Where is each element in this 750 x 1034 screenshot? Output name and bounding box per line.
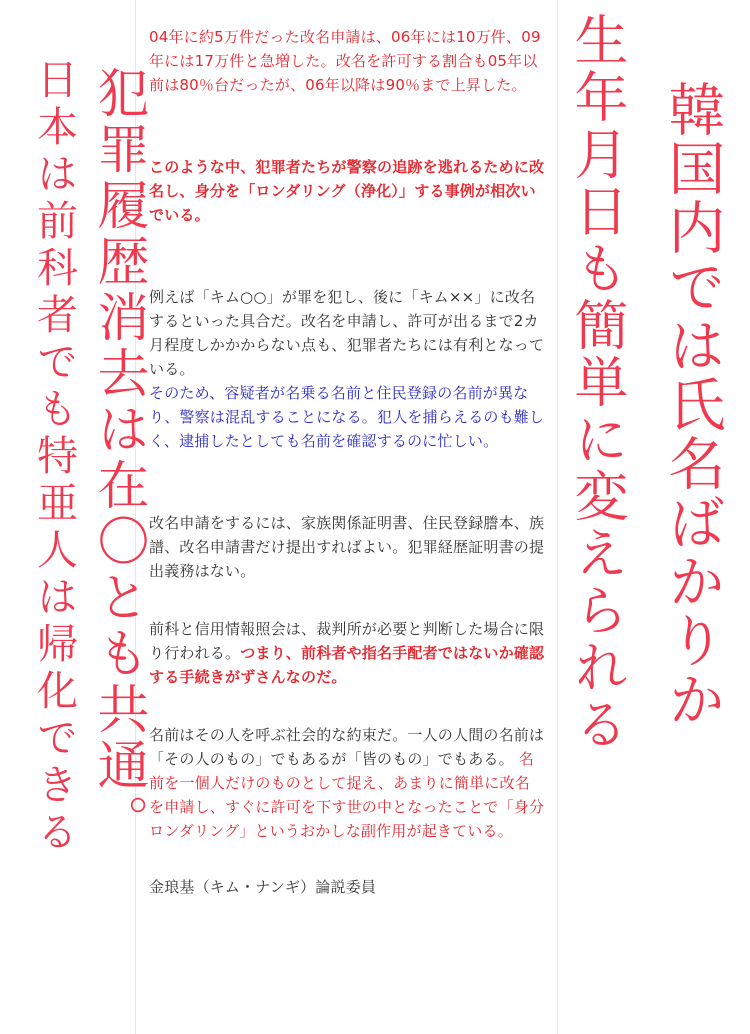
headline-mid-left: 犯罪履歴消去は在〇とも共通。 <box>88 66 148 850</box>
paragraph-background-check <box>149 617 545 689</box>
byline: 金琅基（キム・ナンギ）論説委員 <box>149 878 377 896</box>
headline-left: 日本は前科者でも特亜人は帰化できる <box>30 58 78 857</box>
paragraph-example: 例えば「キム○○」が罪を犯し、後に「キム××」に改名するといった具合だ。改名を申請し、許可が出るまで2カ月程度しかかからない点も、犯罪者たちには有利となっている。 <box>149 288 545 378</box>
background-check-emphasis: つまり、前科者や指名手配者ではないか確認する手続きがずさんなのだ。 <box>149 644 545 686</box>
headline-mid-right: 生年月日も簡単に変えられる <box>566 12 629 753</box>
names-emphasis: 名前を一個人だけのものとして捉え、あまりに簡単に改名を申請し、すぐに許可を下す世の中となったことで「身分ロンダリング」というおかしな副作用が起きている。 <box>149 750 545 840</box>
headline-right: 韓国内では氏名ばかりか <box>659 80 725 729</box>
article-body <box>149 22 545 899</box>
paragraph-names <box>149 723 545 843</box>
paragraph-police-confusion: そのため、容疑者が名乗る名前と住民登録の名前が異なり、警察は混乱することになる。犯人を捕らえるのも難しく、逮捕したとしても名前を確認するのに忙しい。 <box>149 384 545 450</box>
names-text: 名前はその人を呼ぶ社会的な約束だ。一人の人間の名前は「その人のもの」でもあるが「皆のもの」でもある。 <box>149 726 545 768</box>
background-check-text: 前科と信用情報照会は、裁判所が必要と判断した場合に限り行われる。 <box>149 620 545 662</box>
paragraph-requirements: 改名申請をするには、家族関係証明書、住民登録謄本、族譜、改名申請書だけ提出すればよい。犯罪経歴証明書の提出義務はない。 <box>149 514 545 580</box>
paragraph-laundering: このような中、犯罪者たちが警察の追跡を逃れるために改名し、身分を「ロンダリング（浄化）」する事例が相次いでいる。 <box>149 158 545 224</box>
column-divider-right <box>557 0 558 1034</box>
paragraph-statistics: 04年に約5万件だった改名申請は、06年には10万件、09年には17万件と急増した。改名を許可する割合も05年以前は80％台だったが、06年以降は90％まで上昇した。 <box>149 28 541 94</box>
